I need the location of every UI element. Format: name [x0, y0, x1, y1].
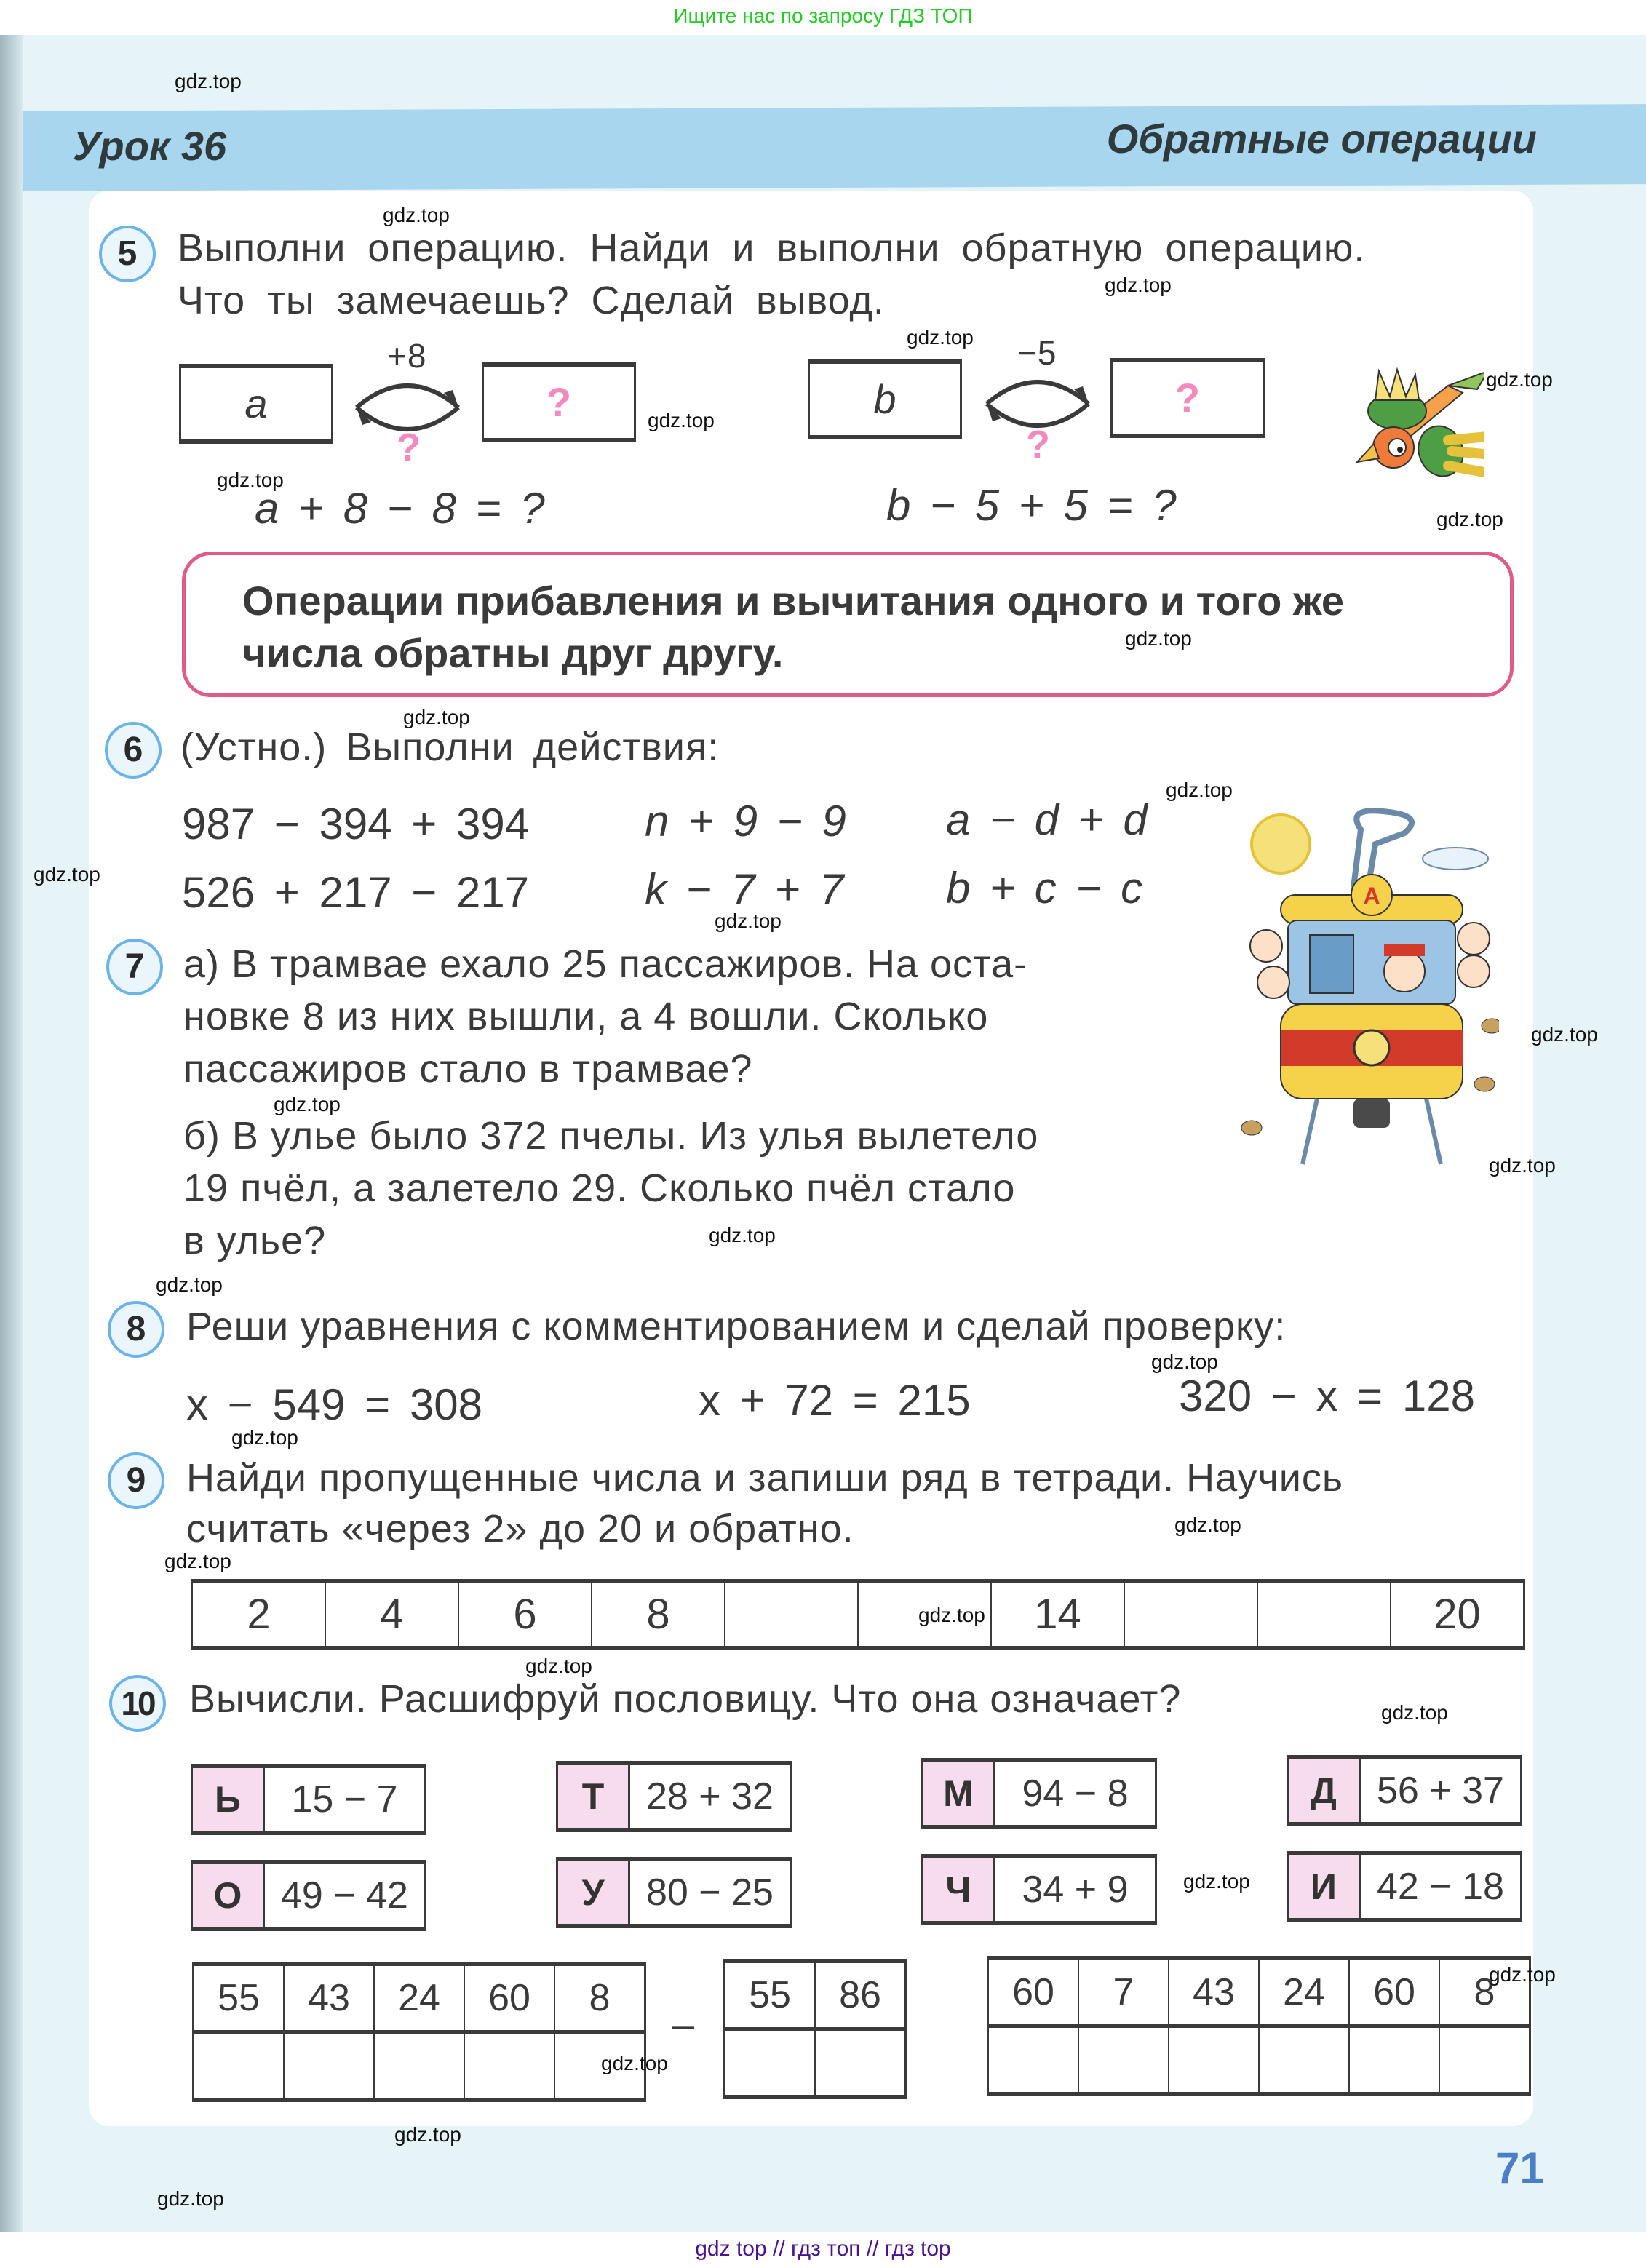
grid-answer-cell[interactable] [1169, 2028, 1260, 2092]
watermark: gdz.top [715, 910, 782, 932]
grid-code-cell: 43 [285, 1966, 375, 2030]
task5-expression-right: b − 5 + 5 = ? [886, 481, 1177, 530]
rule-box [182, 552, 1514, 697]
task7-b-line2: 19 пчёл, а залетело 29. Сколько пчёл стало [183, 1166, 1016, 1210]
task10-text: Вычисли. Расшифруй пословицу. Что она означает? [189, 1677, 1182, 1721]
task-number-5: 5 [99, 226, 156, 282]
task6-expr-r1c1: 987 − 394 + 394 [182, 800, 530, 848]
watermark: gdz.top [1166, 779, 1233, 801]
grid-code-cell: 55 [194, 1966, 285, 2030]
code-expression: 49 − 42 [281, 1874, 408, 1917]
task-number-9: 9 [108, 1452, 164, 1509]
task6-expr-r2c2: k − 7 + 7 [645, 865, 844, 914]
grid-answer-cell[interactable] [375, 2034, 465, 2098]
watermark: gdz.top [1174, 1513, 1241, 1536]
code-card [556, 1761, 792, 1832]
sequence-cell: 4 [326, 1583, 459, 1646]
sequence-cell: 14 [992, 1583, 1125, 1646]
watermark: gdz.top [231, 1426, 298, 1449]
watermark: gdz.top [918, 1604, 985, 1626]
diagram-left-forward-op: +8 [387, 337, 427, 375]
watermark: gdz.top [525, 1655, 592, 1677]
code-expression: 94 − 8 [1022, 1772, 1129, 1815]
sequence-cell: 8 [592, 1583, 725, 1646]
code-expression: 28 + 32 [646, 1775, 774, 1818]
task9-line2: считать «через 2» до 20 и обратно. [186, 1507, 854, 1551]
grid-answer-cell[interactable] [816, 2031, 904, 2095]
diagram-right-start-box: b [808, 359, 962, 439]
task-number-6: 6 [105, 722, 162, 779]
answer-grid-word2 [723, 1959, 907, 2099]
grid-code-cell: 55 [725, 1963, 816, 2027]
task-number-10: 10 [109, 1675, 166, 1732]
code-letter: Т [558, 1765, 630, 1828]
watermark: gdz.top [394, 2123, 461, 2146]
code-expression: 56 + 37 [1377, 1770, 1504, 1812]
sequence-cell-blank [1258, 1583, 1391, 1646]
grid-answer-cell[interactable] [1440, 2028, 1529, 2092]
watermark: gdz.top [1486, 368, 1553, 391]
watermark: gdz.top [157, 2187, 224, 2210]
code-card [1287, 1851, 1522, 1922]
task8-text: Реши уравнения с комментированием и сделай проверку: [186, 1305, 1287, 1348]
lesson-topic: Обратные операции [1106, 116, 1537, 162]
task8-equation-2: x + 72 = 215 [699, 1376, 971, 1425]
watermark: gdz.top [1125, 627, 1192, 650]
task6-expr-r2c3: b + c − c [946, 864, 1143, 912]
task7-a-line2: новке 8 из них вышли, а 4 вошли. Сколько [183, 995, 989, 1038]
sequence-cell: 20 [1434, 1591, 1481, 1638]
grid-answer-cell[interactable] [465, 2034, 555, 2098]
code-card [191, 1860, 426, 1931]
grid-code-cell: 60 [465, 1966, 555, 2030]
code-expression: 42 − 18 [1377, 1866, 1504, 1908]
top-banner [0, 0, 1646, 35]
watermark: gdz.top [601, 2052, 668, 2074]
grid-code-cell: 43 [1169, 1960, 1260, 2024]
bird-illustration-icon [1339, 357, 1484, 480]
rule-line1: Операции прибавления и вычитания одного и того же [242, 578, 1345, 624]
code-card [921, 1854, 1157, 1925]
diagram-left-start-box: a [179, 364, 333, 444]
watermark: gdz.top [33, 863, 100, 886]
grid-answer-cell[interactable] [1260, 2028, 1350, 2092]
rule-line2: числа обратны друг другу. [242, 630, 784, 676]
code-card [556, 1857, 792, 1928]
answer-grid-word1 [192, 1962, 646, 2102]
diagram-right-forward-op: −5 [1017, 334, 1057, 372]
task9-line1: Найди пропущенные числа и запиши ряд в тетради. Научись [186, 1456, 1344, 1500]
grid-code-cell: 60 [989, 1960, 1079, 2024]
watermark: gdz.top [1531, 1023, 1598, 1046]
top-banner-text: Ищите нас по запросу ГДЗ ТОП [673, 4, 973, 27]
page-number: 71 [1495, 2144, 1544, 2192]
task7-b-line1: б) В улье было 372 пчелы. Из улья вылетело [183, 1114, 1039, 1158]
sequence-cell: 2 [193, 1583, 326, 1646]
task8-equation-3: 320 − x = 128 [1179, 1372, 1475, 1420]
watermark: gdz.top [1436, 508, 1503, 530]
grid-code-cell: 24 [1260, 1960, 1350, 2024]
grid-answer-cell[interactable] [1350, 2028, 1440, 2092]
bottom-banner-text: gdz top // гдз топ // гдз top [695, 2237, 951, 2261]
task6-expr-r1c2: n + 9 − 9 [645, 797, 846, 845]
task6-expr-r2c1: 526 + 217 − 217 [182, 868, 530, 917]
page-spine [0, 35, 23, 2232]
watermark: gdz.top [907, 326, 974, 349]
watermark: gdz.top [648, 409, 715, 431]
task7-b-line3: в улье? [183, 1219, 327, 1262]
svg-text:A: A [1363, 883, 1380, 909]
code-card [191, 1764, 426, 1835]
code-letter: У [558, 1861, 630, 1924]
watermark: gdz.top [383, 204, 450, 226]
task5-line2: Что ты замечаешь? Сделай вывод. [178, 279, 885, 322]
sequence-cell-blank [1125, 1583, 1258, 1646]
watermark: gdz.top [164, 1550, 231, 1572]
word-separator-dash: – [672, 2003, 696, 2047]
watermark: gdz.top [156, 1273, 223, 1296]
code-letter: О [193, 1864, 265, 1927]
watermark: gdz.top [274, 1093, 341, 1115]
diagram-left-inverse-op: ? [397, 426, 421, 469]
code-expression: 15 − 7 [291, 1778, 398, 1821]
task5-line1: Выполни операцию. Найди и выполни обратную операцию. [178, 226, 1366, 270]
grid-code-cell: 86 [839, 1974, 881, 2016]
task5-expression-left: a + 8 − 8 = ? [255, 484, 545, 533]
watermark: gdz.top [1183, 1870, 1250, 1893]
answer-grid-word3 [987, 1956, 1531, 2096]
task7-a-line1: а) В трамвае ехало 25 пассажиров. На оста- [183, 942, 1028, 986]
code-expression: 80 − 25 [646, 1871, 774, 1914]
code-letter: Д [1289, 1759, 1361, 1822]
grid-code-cell: 8 [589, 1977, 611, 2019]
grid-code-cell: 24 [375, 1966, 465, 2030]
task8-equation-1: x − 549 = 308 [186, 1380, 482, 1429]
watermark: gdz.top [175, 70, 242, 92]
grid-answer-cell[interactable] [989, 2028, 1079, 2092]
watermark: gdz.top [1489, 1154, 1556, 1177]
task-number-8: 8 [108, 1301, 164, 1358]
lesson-number: Урок 36 [73, 123, 227, 169]
code-letter: И [1289, 1855, 1361, 1918]
task6-text: (Устно.) Выполни действия: [180, 725, 720, 769]
grid-answer-cell[interactable] [194, 2034, 285, 2098]
task6-expr-r1c3: a − d + d [946, 795, 1148, 844]
code-letter: Ч [923, 1858, 995, 1921]
grid-answer-cell[interactable] [1079, 2028, 1169, 2092]
grid-answer-cell[interactable] [725, 2031, 816, 2095]
grid-code-cell: 7 [1079, 1960, 1169, 2024]
tram-illustration-icon [1222, 800, 1499, 1208]
watermark: gdz.top [1381, 1701, 1448, 1724]
grid-code-cell: 60 [1350, 1960, 1440, 2024]
task7-a-line3: пассажиров стало в трамвае? [183, 1047, 753, 1091]
number-sequence-strip [191, 1579, 1525, 1650]
sequence-cell-blank [725, 1583, 859, 1646]
task-number-7: 7 [106, 939, 163, 995]
grid-code-cell: 8 [1474, 1971, 1495, 2013]
diagram-right-inverse-op: ? [1026, 423, 1051, 466]
watermark: gdz.top [1489, 1963, 1556, 1986]
watermark: gdz.top [1105, 274, 1172, 296]
grid-answer-cell[interactable] [285, 2034, 375, 2098]
sequence-cell: 6 [459, 1583, 592, 1646]
code-card [921, 1758, 1157, 1829]
watermark: gdz.top [1151, 1350, 1218, 1373]
diagram-left-result-box: ? [482, 362, 636, 442]
watermark: gdz.top [217, 469, 284, 491]
code-expression: 34 + 9 [1022, 1869, 1129, 1911]
bottom-banner [0, 2232, 1646, 2268]
watermark: gdz.top [403, 706, 470, 728]
code-letter: М [923, 1762, 995, 1825]
diagram-right-result-box: ? [1110, 358, 1265, 438]
code-letter: Ь [193, 1768, 265, 1831]
watermark: gdz.top [709, 1224, 776, 1246]
code-card [1287, 1755, 1522, 1826]
